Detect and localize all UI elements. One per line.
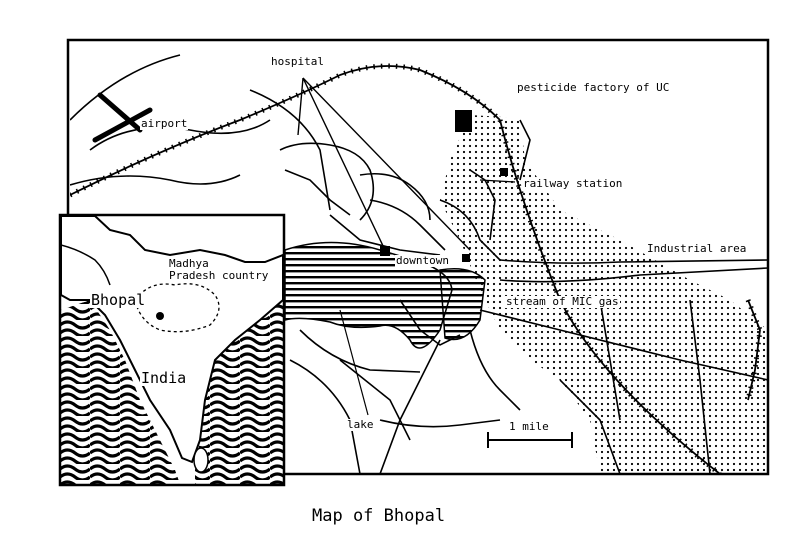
scale-label: 1 mile	[509, 420, 549, 433]
bhopal-dot	[156, 312, 164, 320]
hospital-marker	[380, 246, 390, 256]
label-factory: pesticide factory of UC	[517, 81, 670, 94]
label-mic-gas-stream: stream of MIC gas	[506, 295, 619, 308]
label-lake: lake	[347, 418, 374, 431]
label-industrial-area: Industrial area	[647, 242, 747, 255]
factory-marker	[455, 110, 472, 132]
label-downtown: downtown	[396, 254, 449, 267]
inset-label-madhya: Madhya	[169, 257, 209, 270]
map-caption: Map of Bhopal	[312, 506, 446, 526]
label-railway-station: railway station	[523, 177, 623, 190]
railway-station-marker	[500, 168, 508, 176]
label-airport: airport	[141, 117, 188, 130]
label-hospital: hospital	[271, 55, 324, 68]
inset-label-india: India	[141, 369, 187, 387]
inset-label-bhopal: Bhopal	[91, 291, 146, 309]
inset-label-pradesh: Pradesh country	[169, 269, 269, 282]
inset-india-map	[60, 215, 284, 485]
